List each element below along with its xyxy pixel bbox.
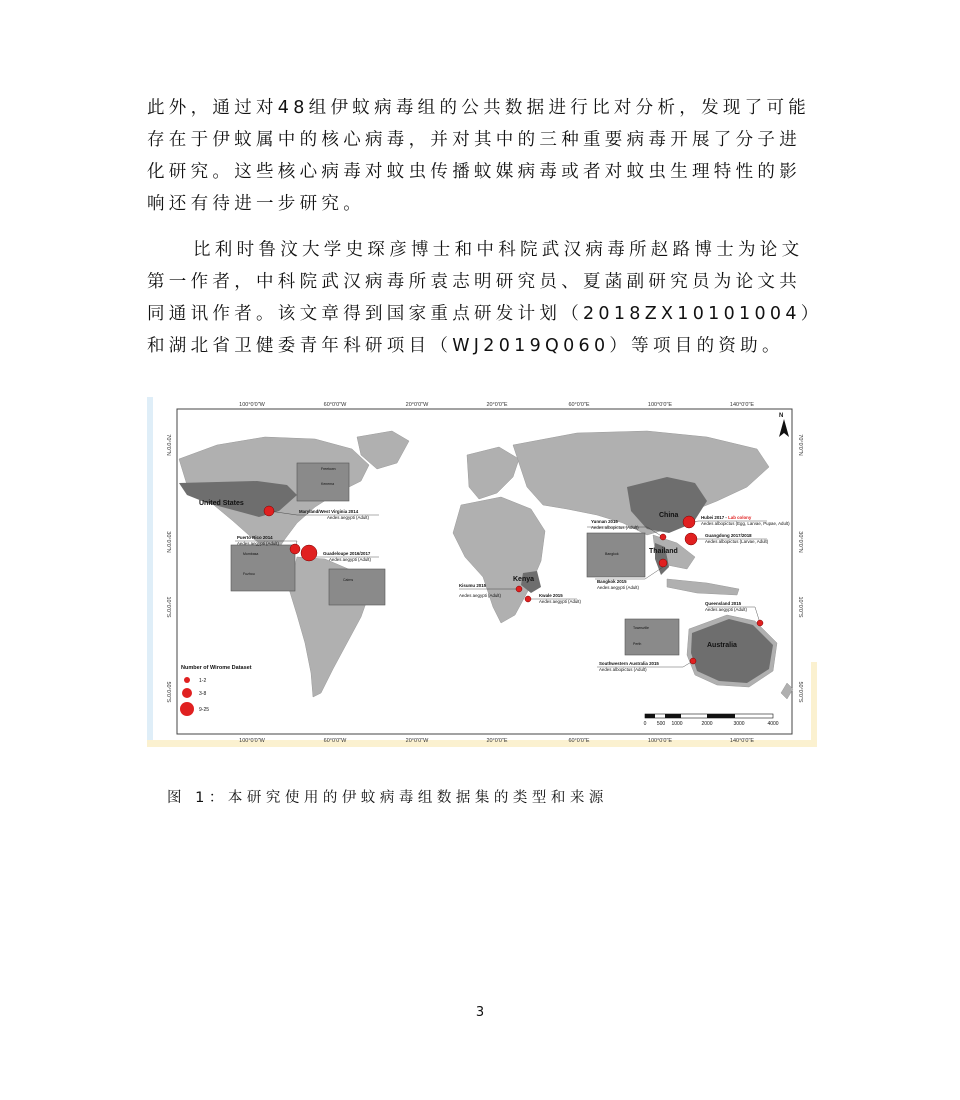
annotation-sub: Aedes aegypti (Adult): [459, 593, 501, 598]
inset-label: Perth: [633, 642, 642, 646]
annotation-title: Queensland 2015: [705, 601, 742, 606]
inset-label: Bangkok: [605, 552, 619, 556]
bottom-axis-label: 20°0'0"W: [405, 738, 429, 744]
annotation-title: [701, 515, 752, 520]
left-tint: [147, 397, 153, 747]
annotation-title: Kisumu 2015: [459, 583, 487, 588]
annotation-title: Bangkok 2015: [597, 579, 627, 584]
annotation-title: Puerto Rico 2014: [237, 535, 273, 540]
page-number: 3: [475, 1005, 485, 1020]
annotation-sub: Aedes aegypti (Adult): [539, 599, 581, 604]
marker-yunnan: [660, 534, 666, 540]
country-label-kenya: Kenya: [513, 576, 535, 583]
country-label-usa: United States: [199, 500, 244, 507]
figure-caption: 图 1：本研究使用的伊蚊病毒组数据集的类型和来源: [167, 790, 608, 806]
marker-guadeloupe: [301, 545, 317, 561]
top-axis-label: 60°0'0"E: [568, 402, 590, 408]
left-axis-label: 30°0'0"N: [165, 531, 171, 553]
legend-marker-small: [184, 677, 190, 683]
bottom-axis-label: 100°0'0"W: [239, 738, 265, 744]
annotation-sub: Aedes aegypti (Adult): [237, 541, 279, 546]
annotation-sub: Aedes aegypti (Adult): [705, 607, 747, 612]
marker-puerto-rico: [290, 544, 300, 554]
inset-label: Fuzhou: [243, 572, 255, 576]
annotation-title: Southwestern Australia 2015: [599, 661, 659, 666]
top-axis-label: 20°0'0"E: [486, 402, 508, 408]
inset-label: Cairns: [343, 578, 354, 582]
legend-label: 1-2: [199, 678, 207, 684]
annotation-title: Yunnan 2016: [591, 519, 618, 524]
inset-box-australia: [625, 619, 679, 655]
annotation-sub: Aedes aegypti (Adult): [329, 557, 371, 562]
scale-label: 0: [643, 721, 647, 727]
top-axis-label: 100°0'0"E: [647, 402, 673, 408]
top-axis-label: 100°0'0"W: [239, 402, 265, 408]
annotation-sub: Aedes aegypti (Adult): [597, 585, 639, 590]
country-label-china: China: [659, 512, 679, 519]
bottom-axis-label: 20°0'0"E: [486, 738, 508, 744]
legend-marker-large: [180, 702, 194, 716]
right-axis-label: 10°0'0"S: [797, 596, 803, 618]
left-axis: [165, 434, 171, 703]
scale-label: 3000: [733, 721, 745, 727]
left-axis-label: 50°0'0"S: [165, 681, 171, 703]
annotation-title: Guangdong 2017/2018: [705, 533, 752, 538]
annotation-title: Guadeloupe 2016/2017: [323, 551, 371, 556]
marker-kwale: [525, 596, 531, 602]
lab-colony-label: Lab colony: [728, 515, 752, 520]
right-axis: [797, 434, 803, 703]
annotation-sub: Aedes albopictus (Egg, Larvae, Pupae, Adult): [701, 521, 790, 526]
marker-southwestern-australia: [690, 658, 696, 664]
legend-title: Number of Wirome Dataset: [181, 665, 252, 671]
right-axis-label: 50°0'0"S: [797, 681, 803, 703]
legend-marker-medium: [182, 688, 192, 698]
annotation-sub: Aedes aegypti (Adult): [327, 515, 369, 520]
inset-box-guadeloupe: [329, 569, 385, 605]
annotation-sub: Aedes albopictus (Larvae, Adult): [705, 539, 769, 544]
bottom-axis-label: 60°0'0"W: [323, 738, 347, 744]
annotation-sub: Aedes albopictus (Adult): [599, 667, 647, 672]
scale-label: 4000: [767, 721, 779, 727]
scale-label: 2000: [701, 721, 713, 727]
country-label-australia: Australia: [707, 642, 737, 649]
right-tint: [811, 662, 817, 747]
right-axis-label: 30°0'0"N: [797, 531, 803, 553]
north-label: N: [779, 413, 784, 419]
marker-hubei: [683, 516, 695, 528]
marker-guangdong: [685, 533, 697, 545]
marker-maryland: [264, 506, 274, 516]
body-paragraph-1: 此外，通过对48组伊蚊病毒组的公共数据进行比对分析，发现了可能存在于伊蚊属中的核心病毒，并对其中的三种重要病毒开展了分子进化研究。这些核心病毒对蚊虫传播蚊媒病毒或者对蚊虫生理特性的影响还有待进一步研究。: [147, 98, 811, 214]
right-axis-label: 70°0'0"N: [797, 434, 803, 456]
top-axis-label: 60°0'0"W: [323, 402, 347, 408]
marker-queensland: [757, 620, 763, 626]
left-axis-label: 10°0'0"S: [165, 596, 171, 618]
scale-label: 500: [656, 721, 666, 727]
bottom-axis-label: 60°0'0"E: [568, 738, 590, 744]
annotation-title: Kwale 2015: [539, 593, 563, 598]
bottom-axis-label: 100°0'0"E: [647, 738, 673, 744]
top-axis-label: 140°0'0"E: [729, 402, 755, 408]
inset-label: Townsville: [633, 626, 649, 630]
annotation-title: Maryland/West Virginia 2014: [299, 509, 359, 514]
country-label-thailand: Thailand: [649, 548, 678, 555]
left-axis-label: 70°0'0"N: [165, 434, 171, 456]
top-axis-label: 20°0'0"W: [405, 402, 429, 408]
marker-bangkok: [659, 559, 667, 567]
scale-label: 1000: [671, 721, 683, 727]
inset-label: Kenema: [321, 482, 335, 486]
top-axis: [239, 402, 754, 408]
bottom-axis-label: 140°0'0"E: [729, 738, 755, 744]
annotation-sub: Aedes albopictus (Adult): [591, 525, 639, 530]
world-map-figure: [147, 397, 817, 747]
inset-box-puerto-rico: [231, 545, 295, 591]
inset-label: Freetown: [321, 467, 336, 471]
marker-kisumu: [516, 586, 522, 592]
legend-label: 9-25: [199, 707, 210, 713]
legend-label: 3-8: [199, 691, 207, 697]
inset-label: Mombasa: [243, 552, 259, 556]
body-paragraph-2: 比利时鲁汶大学史琛彦博士和中科院武汉病毒所赵路博士为论文第一作者，中科院武汉病毒所袁志明研究员、夏菡副研究员为论文共同通讯作者。该文章得到国家重点研发计划（2018ZX10101004）和湖北省卫健委青年科研项目（WJ2019Q060）等项目的资助。: [147, 240, 814, 356]
annotation-title-text: Hubei 2017 -: [701, 515, 729, 520]
